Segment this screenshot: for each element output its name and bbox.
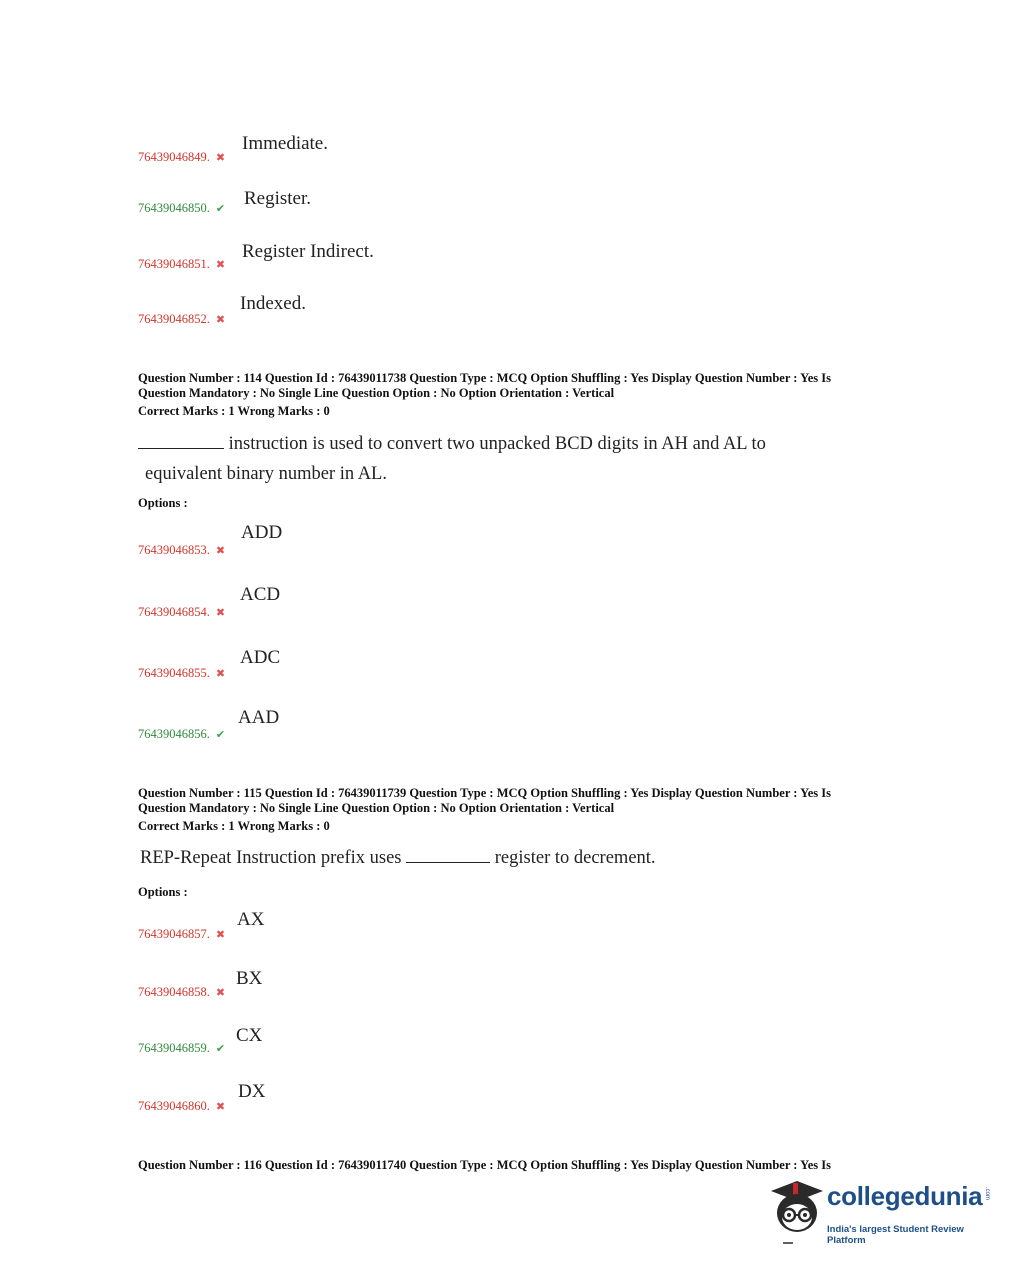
option-id: 76439046859. ✔ [138, 1041, 226, 1055]
brand-tagline: India's largest Student Review Platform [827, 1224, 964, 1246]
correct-check-icon: ✔ [215, 1043, 226, 1055]
option-id: 76439046849. ✖ [138, 150, 226, 164]
option-id: 76439046858. ✖ [138, 985, 226, 999]
option-text: Register Indirect. [242, 241, 374, 262]
option-id: 76439046853. ✖ [138, 543, 226, 557]
option-id: 76439046856. ✔ [138, 727, 226, 741]
fill-blank [138, 432, 224, 449]
collegedunia-logo [765, 1177, 995, 1252]
wrong-mark-icon: ✖ [215, 668, 226, 680]
option-id: 76439046851. ✖ [138, 257, 226, 271]
option-id: 76439046855. ✖ [138, 666, 226, 680]
wrong-mark-icon: ✖ [215, 929, 226, 941]
brand-suffix: .com [984, 1187, 990, 1201]
wrong-mark-icon: ✖ [215, 314, 226, 326]
option-text: ADD [241, 522, 283, 543]
fill-blank [406, 846, 490, 863]
option-text: DX [238, 1081, 266, 1102]
wrong-mark-icon: ✖ [215, 987, 226, 999]
question-meta: Question Number : 116 Question Id : 76439011740 Question Type : MCQ Option Shuffling : Yes Display Question Number : Yes Is [138, 1158, 832, 1172]
mascot-icon [765, 1177, 827, 1249]
question-text: REP-Repeat Instruction prefix uses register to decrement. [140, 848, 656, 868]
question-meta: Question Mandatory : No Single Line Question Option : No Option Orientation : Vertical [138, 801, 615, 815]
wrong-mark-icon: ✖ [215, 152, 226, 164]
question-meta: Question Mandatory : No Single Line Question Option : No Option Orientation : Vertical [138, 386, 615, 400]
question-marks: Correct Marks : 1 Wrong Marks : 0 [138, 404, 330, 418]
brand-name: collegedunia [827, 1181, 983, 1211]
correct-check-icon: ✔ [215, 729, 226, 741]
wrong-mark-icon: ✖ [215, 607, 226, 619]
question-text: instruction is used to convert two unpacked BCD digits in AH and AL to [138, 432, 766, 455]
option-text: BX [236, 968, 263, 989]
question-text: equivalent binary number in AL. [145, 464, 387, 484]
wrong-mark-icon: ✖ [215, 545, 226, 557]
option-text: AX [237, 909, 265, 930]
option-text: Register. [244, 188, 312, 209]
question-marks: Correct Marks : 1 Wrong Marks : 0 [138, 819, 330, 833]
options-label: Options : [138, 496, 188, 510]
option-text: ADC [240, 647, 281, 668]
wrong-mark-icon: ✖ [215, 259, 226, 271]
option-id: 76439046857. ✖ [138, 927, 226, 941]
wrong-mark-icon: ✖ [215, 1101, 226, 1113]
option-text: AAD [238, 707, 280, 728]
question-meta: Question Number : 115 Question Id : 76439011739 Question Type : MCQ Option Shuffling : Yes Display Question Number : Yes Is [138, 786, 832, 800]
option-id: 76439046852. ✖ [138, 312, 226, 326]
option-id: 76439046850. ✔ [138, 201, 226, 215]
option-text: Immediate. [242, 133, 328, 154]
option-id: 76439046860. ✖ [138, 1099, 226, 1113]
option-text: Indexed. [240, 293, 306, 314]
question-meta: Question Number : 114 Question Id : 76439011738 Question Type : MCQ Option Shuffling : Yes Display Question Number : Yes Is [138, 371, 832, 385]
option-id: 76439046854. ✖ [138, 605, 226, 619]
option-text: ACD [240, 584, 281, 605]
correct-check-icon: ✔ [215, 203, 226, 215]
options-label: Options : [138, 885, 188, 899]
option-text: CX [236, 1025, 263, 1046]
